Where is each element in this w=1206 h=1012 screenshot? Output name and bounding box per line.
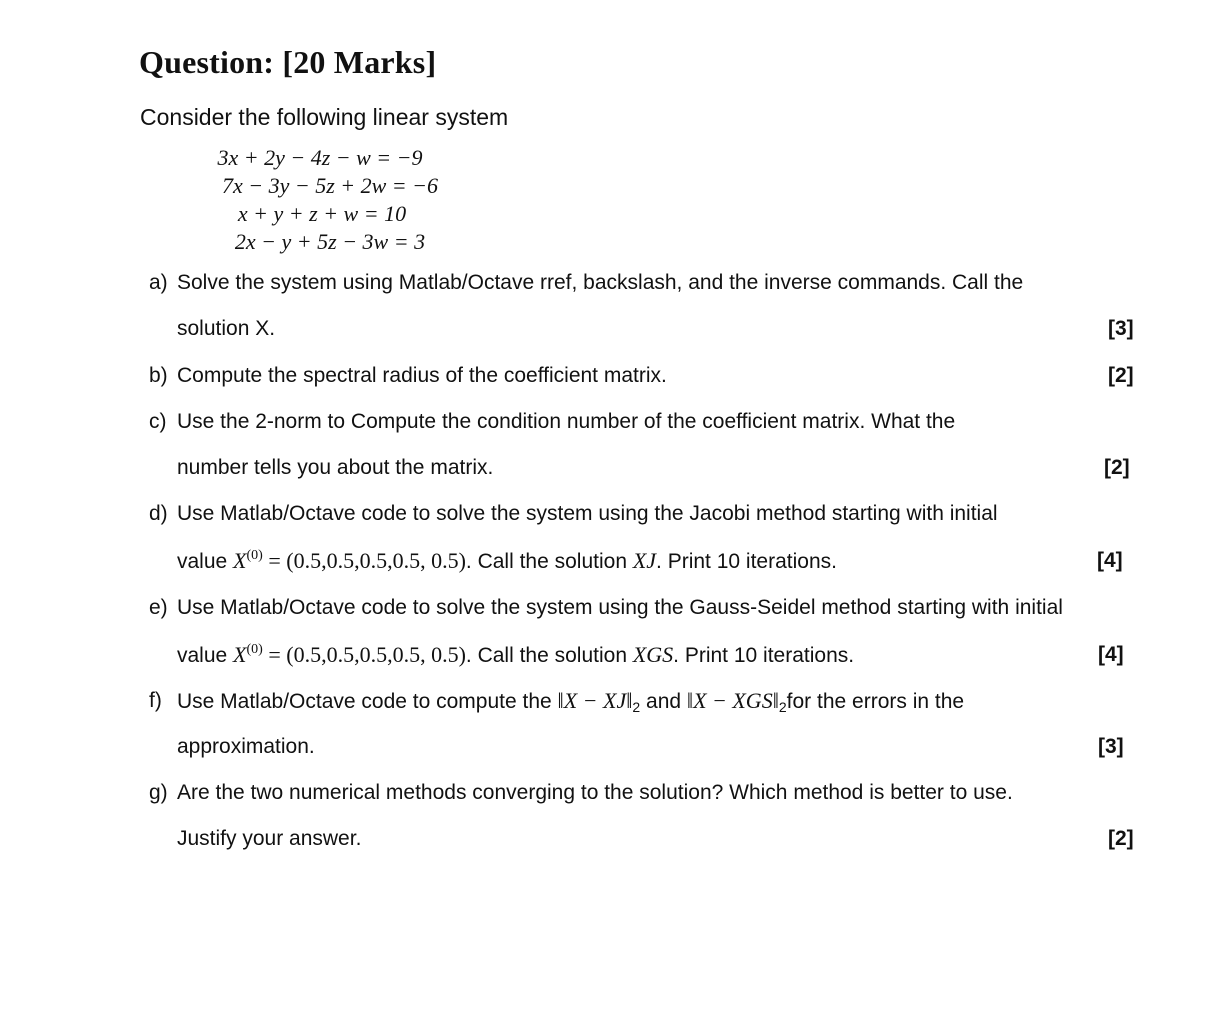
part-d-solution-symbol: XJ [632,548,657,573]
equation-4: 2x − y + 5z − 3w = 3 [234,229,426,254]
part-e-line2 [177,640,854,671]
part-g-letter: g) [149,781,168,804]
part-a-line1: Solve the system using Matlab/Octave rref, backslash, and the inverse commands. Call the [177,271,1024,294]
part-e-mid-text: . Call the solution [465,644,633,667]
equation-1: 3x + 2y − 4z − w = −9 [217,145,423,170]
part-g-marks: [2] [1108,827,1134,850]
part-d-line1: Use Matlab/Octave code to solve the system using the Jacobi method starting with initial [177,502,998,525]
part-e-vector: (0.5,0.5,0.5,0.5, 0.5) [286,642,466,667]
part-b-letter: b) [149,364,168,387]
part-d-value-label: value [177,550,234,573]
part-e-line1: Use Matlab/Octave code to solve the system using the Gauss-Seidel method starting with initial [177,596,1063,619]
part-d-suffix-text: . Print 10 iterations. [656,550,837,573]
part-c-marks: [2] [1104,456,1130,479]
part-d-marks: [4] [1097,549,1123,572]
part-c-line2: number tells you about the matrix. [177,456,494,479]
part-b-marks: [2] [1108,364,1134,387]
part-e-suffix-text: . Print 10 iterations. [673,644,855,667]
part-d-superscript: (0) [246,548,263,563]
part-e-x-symbol: X [233,642,247,667]
part-f-marks: [3] [1098,735,1124,758]
part-e-equals: = [262,642,287,667]
equation-2: 7x − 3y − 5z + 2w = −6 [222,173,438,198]
part-a-line2: solution X. [177,317,276,340]
part-g-line2: Justify your answer. [177,827,362,850]
part-f-line1 [177,686,964,717]
part-b-line1: Compute the spectral radius of the coefficient matrix. [177,364,667,387]
part-f-norm-jacobi: ‖X − XJ‖ [557,688,633,713]
part-f-prefix-text: Use Matlab/Octave code to compute the [177,690,558,713]
part-a-marks: [3] [1108,317,1134,340]
part-f-mid-text: and [640,690,687,713]
equation-3: x + y + z + w = 10 [237,201,407,226]
part-e-marks: [4] [1098,643,1124,666]
part-e-value-label: value [177,644,234,667]
part-e-letter: e) [149,596,168,619]
part-d-vector: (0.5,0.5,0.5,0.5, 0.5) [286,548,466,573]
part-d-x-symbol: X [233,548,247,573]
part-f-norm-gauss-seidel-subscript: 2 [778,699,787,715]
part-f-suffix-text: for the errors in the [786,690,965,713]
part-e-superscript: (0) [246,642,263,657]
part-f-letter: f) [149,689,162,712]
part-c-letter: c) [149,410,167,433]
part-d-line2 [177,546,837,577]
part-d-mid-text: . Call the solution [465,550,633,573]
part-d-equals: = [262,548,287,573]
part-e-solution-symbol: XGS [632,642,674,667]
part-f-norm-jacobi-subscript: 2 [632,699,641,715]
question-title: Question: [20 Marks] [139,44,437,80]
part-f-norm-gauss-seidel: ‖X − XGS‖ [686,688,779,713]
part-a-letter: a) [149,271,168,294]
part-f-line2: approximation. [177,735,315,758]
intro-text: Consider the following linear system [140,104,509,130]
part-g-line1: Are the two numerical methods converging to the solution? Which method is better to use. [177,781,1013,804]
part-c-line1: Use the 2-norm to Compute the condition number of the coefficient matrix. What the [177,410,956,433]
part-d-letter: d) [149,502,168,525]
